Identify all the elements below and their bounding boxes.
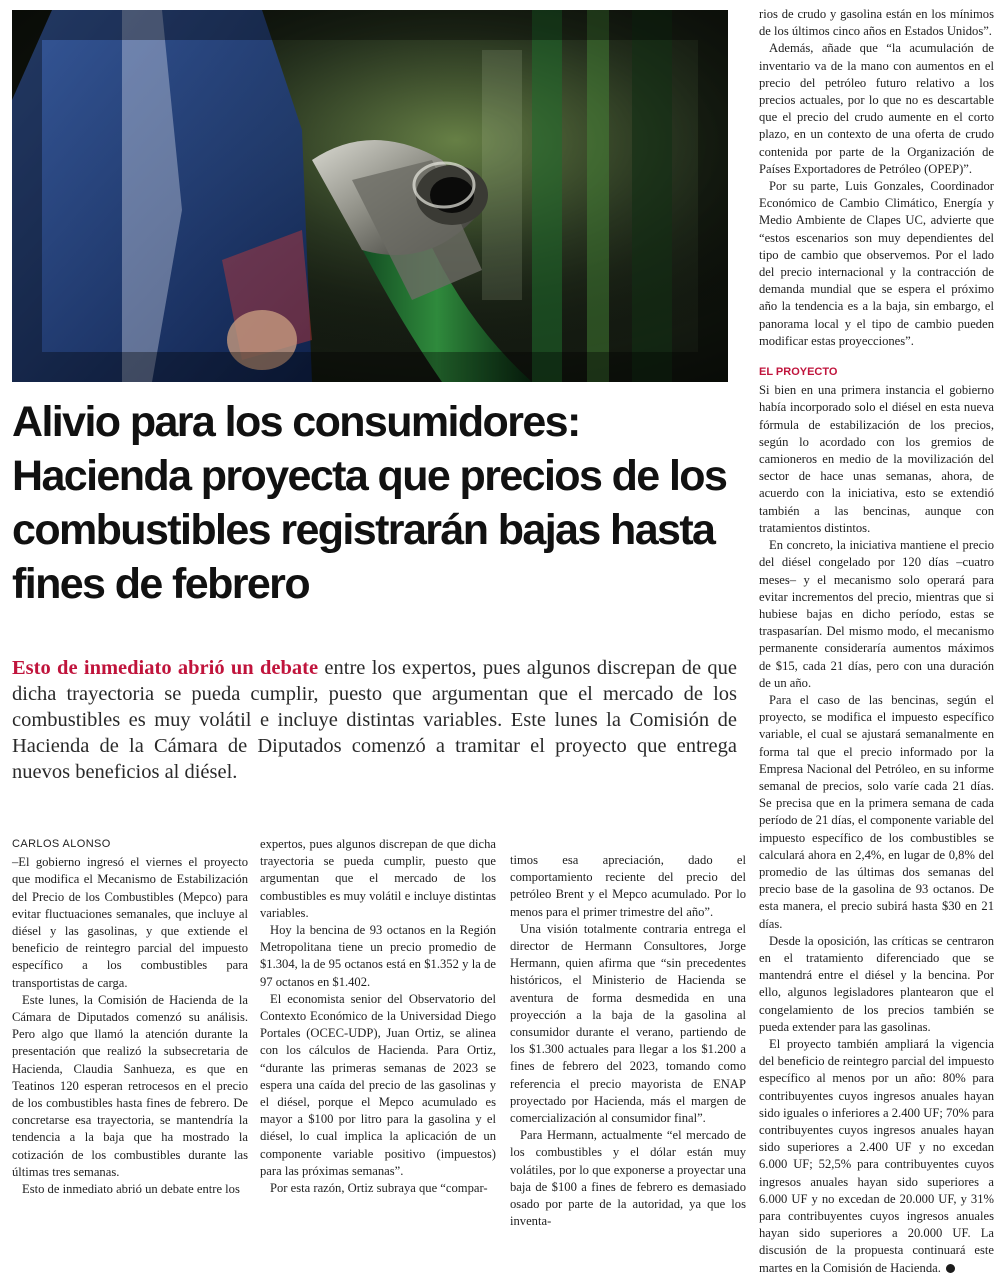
paragraph: Por esta razón, Ortiz subraya que “compar- <box>270 1181 488 1196</box>
headline: Alivio para los consumidores: Hacienda proyecta que precios de los combustibles registrarán bajas hasta fines de febrero <box>12 398 727 608</box>
lead-paragraph <box>12 655 737 785</box>
final-paragraph <box>759 1036 994 1277</box>
paragraph: Para Hermann, actualmente “el mercado de los combustibles y el dólar están muy volátiles, por lo que exponerse a proyectar una baja de $100 a fines de febrero es demasiado osado por parte de la autoridad, ya que los inventa- <box>510 1128 746 1229</box>
paragraph: Además, añade que “la acumulación de inventario va de la mano con aumentos en el precio del petróleo futuro relativo a los precios actuales, por lo que no es descartable que el precio del crudo aumente en el corto plazo, en un contexto de una oferta de crudo contenida por parte de la Organización de Países Exportadores de Petróleo (OPEP)”. <box>759 41 994 176</box>
lead-text: entre los expertos, pues algunos discrepan de que dicha trayectoria se pueda cumplir, puesto que argumentan que el mercado de los combustibles es muy volátil e incluye distintas variables. Este lunes la Comisión de Hacienda de la Cámara de Diputados comenzó a tramitar el proyecto que entrega nuevos beneficios al diésel. <box>12 657 737 783</box>
paragraph: –El gobierno ingresó el viernes el proyecto que modifica el Mecanismo de Estabilización del Precio de los Combustibles (Mepco) para evitar fluctuaciones semanales, que incluye al diésel y las gasolinas, y que extiende el beneficio de reintegro parcial del impuesto específico a los combustibles para transportistas de carga. <box>12 855 248 990</box>
paragraph: expertos, pues algunos discrepan de que dicha trayectoria se pueda cumplir, puesto que argumentan que el mercado de los combustibles es muy volátil e incluye distintas variables. <box>260 837 496 920</box>
lead-highlight: Esto de inmediato abrió un debate <box>12 657 319 679</box>
paragraph: Una visión totalmente contraria entrega el director de Hermann Consultores, Jorge Hermann, quien afirma que “sin precedentes históricos, el Ministerio de Hacienda se aventura de forma desmedida en una proyección a la baja de la gasolina al consumidor durante el verano, partiendo de los $1.300 actuales para llegar a los $1.200 a fines de febrero del 2023, tomando como referencia el precio mayorista de ENAP proyectado por Hacienda, más el margen de comercialización al consumidor final”. <box>510 921 746 1126</box>
paragraph: Esto de inmediato abrió un debate entre los <box>22 1182 240 1197</box>
end-mark-icon <box>946 1264 955 1273</box>
paragraph: Desde la oposición, las críticas se centraron en el tratamiento diferenciado que se mantendrá entre el diésel y la bencina. Por ello, algunos legisladores plantearon que el congelamiento de los precios también se pueda extender para las gasolinas. <box>759 933 994 1034</box>
column-1 <box>12 836 248 1198</box>
paragraph: Si bien en una primera instancia el gobierno había incorporado solo el diésel en esta nueva fórmula de estabilización de los precios, según lo acordado con los gremios de camioneros en medio de la movilización del sector de hace unas semanas, ahora, de acuerdo con la iniciativa, esto se extendió también a las bencinas, aunque con tratamientos distintos. <box>759 383 994 535</box>
article-photo <box>12 10 728 382</box>
paragraph: Este lunes, la Comisión de Hacienda de la Cámara de Diputados comenzó su análisis. Pero algo que llamó la atención durante la presentación que realizó la subsecretaria de Hacienda, Claudia Sanhueza, es que en Teatinos 120 esperan retrocesos en el precio de los combustibles hasta fines de febrero. De concretarse esa trayectoria, se mantendría la tendencia a la baja que ha mostrado la cotización de los combustibles durante las últimas tres semanas. <box>12 992 248 1179</box>
paragraph: El economista senior del Observatorio del Contexto Económico de la Universidad Diego Portales (OCEC-UDP), Juan Ortiz, se alinea con los cálculos de Hacienda. Para Ortiz, “durante las primeras semanas de 2023 se espera una caída del precio de las gasolinas y el diésel, porque el Mepco acumulado es mayor a $100 por litro para la gasolina y el diésel, lo cual implica la aplicación de un componente variable positivo (impuestos) para las próximas semanas”. <box>260 991 496 1178</box>
paragraph: Hoy la bencina de 93 octanos en la Región Metropolitana tiene un precio promedio de $1.304, la de 95 octanos está en $1.352 y la de 97 octanos en $1.402. <box>260 923 496 989</box>
paragraph-text: El proyecto también ampliará la vigencia del beneficio de reintegro parcial del impuesto específico al menos por un año: 80% para contribuyentes cuyos ingresos anuales hayan sido iguales o inferiores a 2.400 UF; 70% para contribuyentes cuyos ingresos anuales hayan sido superiores a 2.400 UF y no excedan 6.000 UF; 52,5% para contribuyentes cuyos ingresos anuales hayan sido superiores a 6.000 UF y no excedan de 20.000 UF, y 31% para contribuyentes cuyos ingresos anuales hayan sido superiores a 20.000 UF. La discusión de la propuesta continuará este martes en la Comisión de Hacienda. <box>759 1036 994 1275</box>
paragraph: timos esa apreciación, dado el comportamiento reciente del precio del petróleo Brent y el Mepco acumulado. Por lo menos para el primer trimestre del año”. <box>510 853 746 919</box>
paragraph: Por su parte, Luis Gonzales, Coordinador Económico de Cambio Climático, Energía y Medio Ambiente de Clapes UC, advierte que “estos escenarios son muy dependientes del tipo de cambio que observemos. Por el lado del precio internacional y la contracción de demanda mundial que se espera el próximo año la tendencia es a la baja, sin embargo, el panorama local y el tipo de cambio pueden modificar estas proyecciones”. <box>759 179 994 348</box>
fuel-nozzle-photo <box>12 10 728 382</box>
paragraph: Para el caso de las bencinas, según el proyecto, se modifica el impuesto específico variable, el cual se ajustará semanalmente en forma tal que el precio informado por la Empresa Nacional del Petróleo, en su informe semanal de precios, solo varíe cada 21 días. Se precisa que en la primera semana de cada período de 21 días, el componente variable del impuesto específico de los combustibles se calculará ahora en 2,4%, en lugar de 0,8% del promedio de las últimas dos semanas del precio base de la gasolina de 93 octanos. De esta manera, el precio subirá hasta $30 en 21 días. <box>759 692 995 931</box>
section-heading: EL PROYECTO <box>759 366 838 379</box>
paragraph: rios de crudo y gasolina están en los mínimos de los últimos cinco años en Estados Unidos”. <box>759 7 994 39</box>
column-4 <box>759 6 994 1277</box>
byline: CARLOS ALONSO <box>12 838 111 850</box>
column-3 <box>510 852 746 1230</box>
column-2 <box>260 836 496 1197</box>
paragraph: En concreto, la iniciativa mantiene el precio del diésel congelado por 120 días –cuatro meses– y el mecanismo solo operará para evitar incrementos del precio, mientras que si hubiese bajas en dicho período, estas se traspasarían. Del mismo modo, el mecanismo permanente consideraría aumentos máximos de $15, cada 21 días, pero con una duración de un año. <box>759 538 994 690</box>
